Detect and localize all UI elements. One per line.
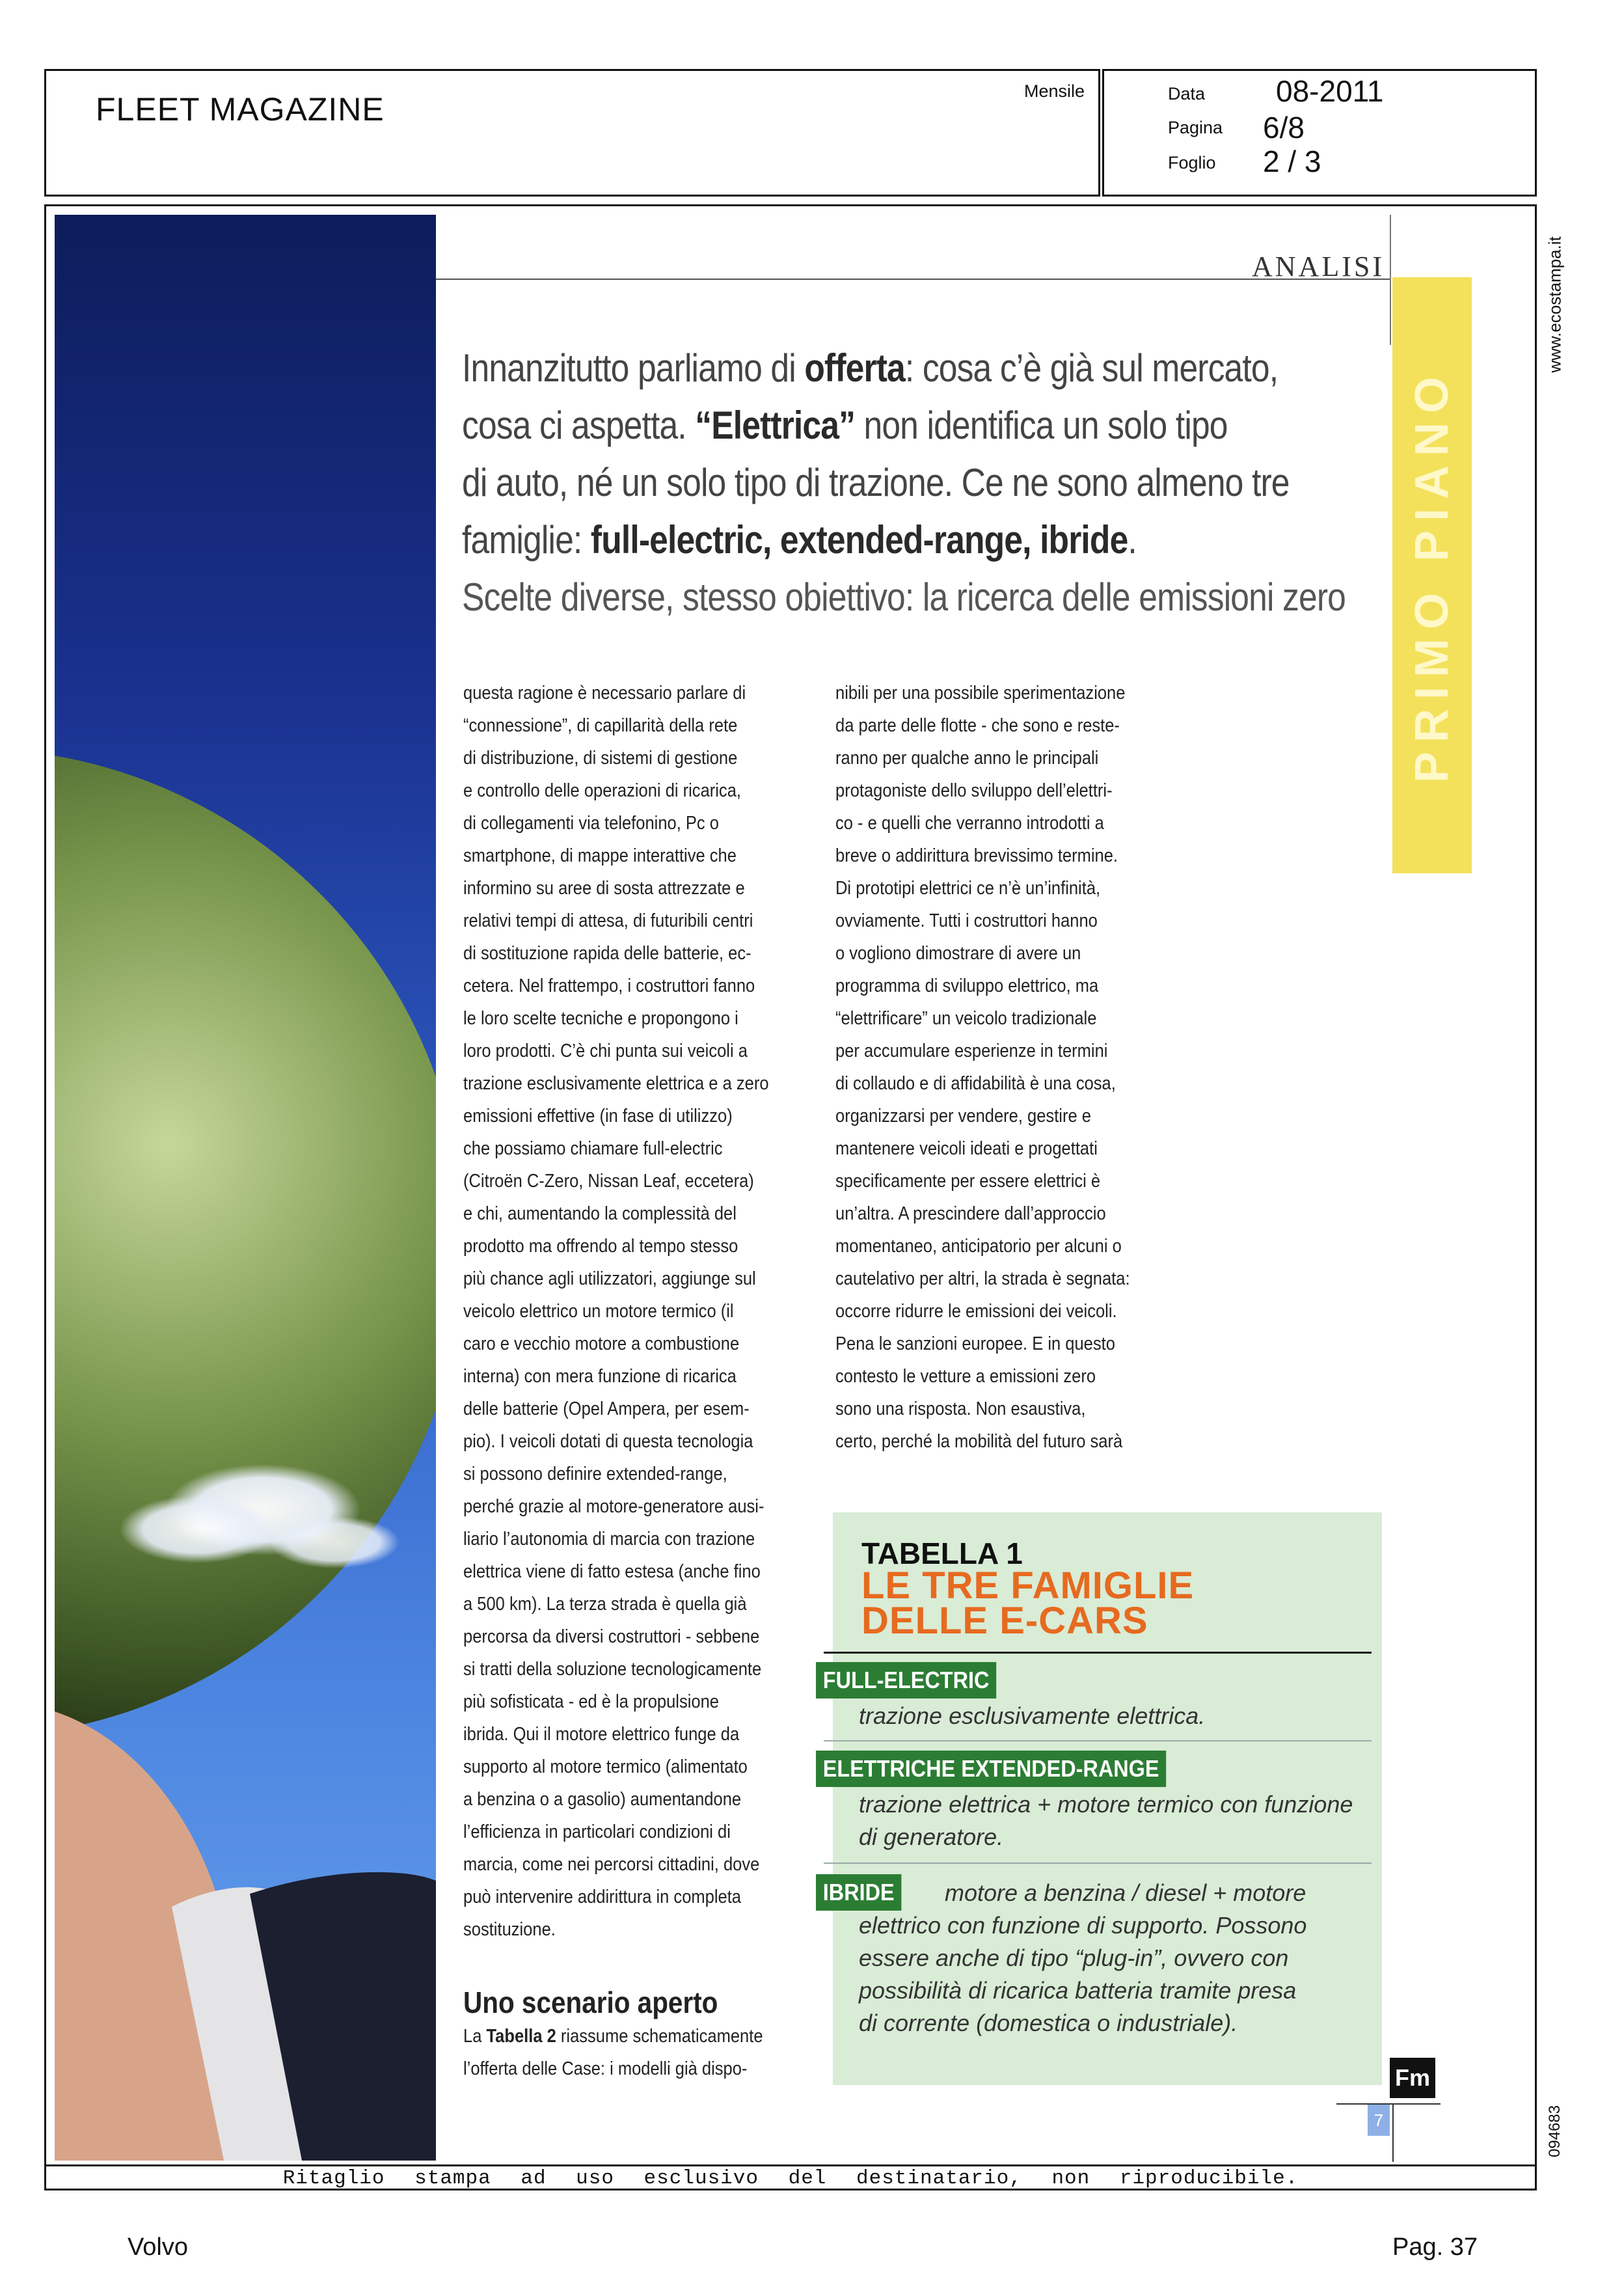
foglio-value: 2 / 3 (1263, 144, 1321, 178)
text-line: protagoniste dello sviluppo dell’elettri- (835, 780, 1113, 801)
text-line: breve o addirittura brevissimo termine. (835, 845, 1118, 866)
clip-code-vertical: 094683 (1546, 2105, 1563, 2158)
tabella-label: TABELLA 1 (861, 1536, 1023, 1570)
text-line: caro e vecchio motore a combustione (463, 1333, 740, 1354)
subheading-paragraph (463, 2020, 763, 2085)
text-line: o vogliono dimostrare di avere un (835, 943, 1081, 964)
text-line: occorre ridurre le emissioni dei veicoli. (835, 1301, 1117, 1322)
desc-extended-range-1: trazione elettrica + motore termico con funzione (859, 1791, 1353, 1818)
text-line: mantenere veicoli ideati e progettati (835, 1138, 1098, 1159)
lead-line: di auto, né un solo tipo di trazione. Ce ne sono almeno tre (462, 461, 1290, 504)
text-line: a benzina o a gasolio) aumentandone (463, 1789, 742, 1810)
text-line: si possono definire extended-range, (463, 1464, 727, 1484)
lead-line: cosa ci aspetta. “Elettrica” non identifica un solo tipo (462, 403, 1228, 447)
ritaglio-rule (44, 2164, 1537, 2166)
text-line: informino su aree di sosta attrezzate e (463, 878, 745, 899)
text-line: sono una risposta. Non esaustiva, (835, 1399, 1086, 1419)
tabella-title: LE TRE FAMIGLIE DELLE E-CARS (861, 1564, 1195, 1642)
text-line: organizzarsi per vendere, gestire e (835, 1106, 1091, 1126)
pagina-value: 6/8 (1263, 111, 1305, 144)
ritaglio-notice: Ritaglio stampa ad uso esclusivo del destinatario, non riproducibile. (282, 2167, 1299, 2190)
footer-page: Pag. 37 (1392, 2233, 1478, 2261)
text-line: nibili per una possibile sperimentazione (835, 683, 1126, 703)
text-line: di distribuzione, di sistemi di gestione (463, 748, 738, 769)
desc-full-electric: trazione esclusivamente elettrica. (859, 1702, 1206, 1729)
text-line: momentaneo, anticipatorio per alcuni o (835, 1236, 1122, 1257)
text-line: può intervenire addirittura in completa (463, 1887, 741, 1907)
clipping-header (44, 69, 1537, 197)
header-meta (1126, 71, 1535, 195)
text-line: a 500 km). La terza strada è quella già (463, 1594, 747, 1615)
text-line: l’efficienza in particolari condizioni di (463, 1822, 731, 1842)
footer-client: Volvo (128, 2233, 188, 2261)
primo-piano-label: PRIMO PIANO (1406, 367, 1458, 784)
page-number-vrule (1392, 2103, 1394, 2162)
text-line: per accumulare esperienze in termini (835, 1041, 1108, 1061)
text-line: ibrida. Qui il motore elettrico funge da (463, 1724, 740, 1745)
text-line: cetera. Nel frattempo, i costruttori fanno (463, 976, 755, 996)
article-column-1 (463, 677, 784, 1946)
text-line: di sostituzione rapida delle batterie, ec- (463, 943, 751, 964)
globe-and-sky-illustration (55, 215, 436, 2161)
subheading: Uno scenario aperto (463, 1986, 718, 2019)
text-line: prodotto ma offrendo al tempo stesso (463, 1236, 738, 1257)
text-line: ovviamente. Tutti i costruttori hanno (835, 910, 1098, 931)
pagina-label: Pagina (1168, 118, 1223, 137)
text-line: Pena le sanzioni europee. E in questo (835, 1333, 1115, 1354)
magazine-title: FLEET MAGAZINE (96, 91, 385, 128)
frequency-label: Mensile (1024, 81, 1085, 101)
text-line: più sofisticata - ed è la propulsione (463, 1691, 719, 1712)
data-label: Data (1168, 84, 1206, 103)
tabella-divider (824, 1740, 1372, 1741)
desc-ibride-2: essere anche di tipo “plug-in”, ovvero con (859, 1945, 1289, 1971)
page-number: 7 (1368, 2105, 1390, 2136)
tabella-divider (824, 1863, 1372, 1864)
desc-ibride-1: elettrico con funzione di supporto. Possono (859, 1912, 1307, 1939)
lead-line: Innanzitutto parliamo di offerta: cosa c’è già sul mercato, (462, 346, 1279, 390)
text-line: di collaudo e di affidabilità è una cosa, (835, 1073, 1116, 1094)
text-line: interna) con mera funzione di ricarica (463, 1366, 737, 1387)
text-line: perché grazie al motore-generatore ausi- (463, 1496, 765, 1517)
text-line: certo, perché la mobilità del futuro sarà (835, 1431, 1123, 1452)
lead-line: Scelte diverse, stesso obiettivo: la ricerca delle emissioni zero (462, 575, 1346, 619)
text-line: percorsa da diversi costruttori - sebbene (463, 1626, 760, 1647)
article-photo (55, 215, 436, 2161)
text-line: “elettrificare” un veicolo tradizionale (835, 1008, 1097, 1029)
badge-extended-range: ELETTRICHE EXTENDED-RANGE (816, 1751, 1166, 1787)
tabella-rule (824, 1652, 1372, 1654)
primo-piano-bar (1392, 277, 1472, 873)
text-line: liario l’autonomia di marcia con trazione (463, 1529, 755, 1549)
text-line: di collegamenti via telefonino, Pc o (463, 813, 719, 834)
website-vertical: www.ecostampa.it (1545, 236, 1565, 373)
badge-full-electric: FULL-ELECTRIC (816, 1662, 996, 1699)
text-line: delle batterie (Opel Ampera, per esem- (463, 1399, 750, 1419)
text-line: relativi tempi di attesa, di futuribili centri (463, 910, 753, 931)
text-line: cautelativo per altri, la strada è segnata: (835, 1268, 1130, 1289)
text-line: ranno per qualche anno le principali (835, 748, 1099, 769)
text-line: programma di sviluppo elettrico, ma (835, 976, 1099, 996)
header-divider (1098, 69, 1104, 197)
text-line: e controllo delle operazioni di ricarica, (463, 780, 741, 801)
text-line: trazione esclusivamente elettrica e a zero (463, 1073, 769, 1094)
text-line: supporto al motore termico (alimentato (463, 1756, 748, 1777)
data-value: 08-2011 (1276, 74, 1384, 108)
section-vertical-rule (1390, 215, 1391, 345)
text-line: e chi, aumentando la complessità del (463, 1203, 737, 1224)
text-line: La Tabella 2 riassume schematicamente (463, 2026, 763, 2047)
text-line: si tratti della soluzione tecnologicamente (463, 1659, 762, 1680)
lead-line: famiglie: full-electric, extended-range, ibride. (462, 518, 1137, 562)
text-line: specificamente per essere elettrici è (835, 1171, 1101, 1192)
text-line: “connessione”, di capillarità della rete (463, 715, 738, 736)
foglio-label: Foglio (1168, 153, 1216, 172)
fm-logo: Fm (1390, 2058, 1435, 2098)
text-line: Di prototipi elettrici ce n’è un’infinità, (835, 878, 1101, 899)
text-line: emissioni effettive (in fase di utilizzo) (463, 1106, 733, 1126)
badge-ibride: IBRIDE (816, 1874, 901, 1911)
text-line: un’altra. A prescindere dall’approccio (835, 1203, 1106, 1224)
text-line: elettrica viene di fatto estesa (anche fino (463, 1561, 761, 1582)
desc-ibride-4: di corrente (domestica o industriale). (859, 2010, 1238, 2036)
desc-extended-range-2: di generatore. (859, 1823, 1004, 1850)
text-line: marcia, come nei percorsi cittadini, dove (463, 1854, 760, 1875)
text-line: contesto le vetture a emissioni zero (835, 1366, 1096, 1387)
text-line: sostituzione. (463, 1919, 556, 1940)
text-line: che possiamo chiamare full-electric (463, 1138, 723, 1159)
text-line: le loro scelte tecniche e propongono i (463, 1008, 738, 1029)
article-lead (462, 340, 1346, 626)
text-line: loro prodotti. C’è chi punta sui veicoli a (463, 1041, 748, 1061)
desc-ibride-3: possibilità di ricarica batteria tramite presa (859, 1977, 1297, 2004)
text-line: da parte delle flotte - che sono e reste- (835, 715, 1120, 736)
text-line: pio). I veicoli dotati di questa tecnologia (463, 1431, 753, 1452)
section-rule (436, 279, 1390, 280)
text-line: smartphone, di mappe interattive che (463, 845, 737, 866)
article-column-2 (835, 677, 1156, 1458)
text-line: veicolo elettrico un motore termico (il (463, 1301, 734, 1322)
header-title-cell (46, 71, 1100, 195)
text-line: più chance agli utilizzatori, aggiunge sul (463, 1268, 756, 1289)
section-label: ANALISI (1252, 251, 1385, 282)
text-line: (Citroën C-Zero, Nissan Leaf, eccetera) (463, 1171, 754, 1192)
text-line: questa ragione è necessario parlare di (463, 683, 746, 703)
text-line: co - e quelli che verranno introdotti a (835, 813, 1104, 834)
desc-ibride-inline: motore a benzina / diesel + motore (945, 1879, 1306, 1906)
text-line: l’offerta delle Case: i modelli già dispo- (463, 2058, 748, 2079)
